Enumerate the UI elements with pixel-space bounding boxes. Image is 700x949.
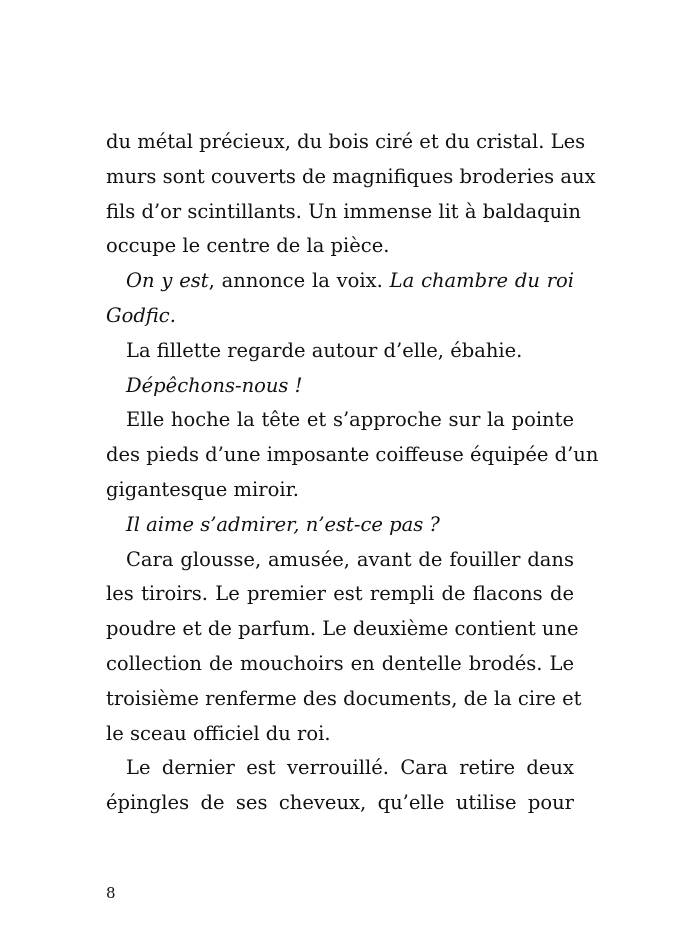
italic-speech: Il aime s’admirer, n’est-ce pas ? [126, 512, 440, 536]
text-line [106, 369, 574, 404]
italic-speech: Dépêchons-nous ! [126, 373, 303, 397]
italic-speech: La chambre du roi [389, 269, 575, 293]
body-text [106, 125, 599, 821]
text-line: Elle hoche la tête et s’approche sur la pointe [126, 408, 574, 432]
text-line: Cara glousse, amusée, avant de fouiller dans [126, 547, 574, 571]
text-line: du métal précieux, du bois ciré et du cristal. Les [106, 130, 586, 153]
text-line: des pieds d’une imposante coiffeuse équipée d’un [106, 443, 599, 467]
text-line: fils d’or scintillants. Un immense lit à baldaquin [106, 199, 581, 223]
text-line: gigantesque miroir. [106, 477, 299, 501]
text-line: collection de mouchoirs en dentelle brodés. Le [106, 651, 574, 675]
page-number: 8 [106, 884, 116, 902]
italic-speech: On y est [126, 269, 209, 293]
text-line: le sceau officiel du roi. [106, 721, 331, 745]
text-line: épingles de ses cheveux, qu’elle utilise pour [106, 791, 574, 815]
text-line: murs sont couverts de magnifiques broderies aux [106, 164, 596, 188]
text-line: poudre et de parfum. Le deuxième contient une [106, 617, 579, 641]
text-line: La fillette regarde autour d’elle, ébahie. [126, 338, 523, 362]
text-line: les tiroirs. Le premier est rempli de flacons de [106, 582, 574, 606]
italic-speech: Godfic. [106, 303, 176, 327]
text-line: Le dernier est verrouillé. Cara retire deux [126, 756, 574, 780]
text-line: troisième renferme des documents, de la cire et [106, 686, 582, 710]
narration: , annonce la voix. [208, 269, 390, 293]
text-line [106, 299, 574, 334]
text-line: occupe le centre de la pièce. [106, 234, 390, 258]
text-line [106, 264, 574, 299]
text-line [106, 508, 574, 543]
